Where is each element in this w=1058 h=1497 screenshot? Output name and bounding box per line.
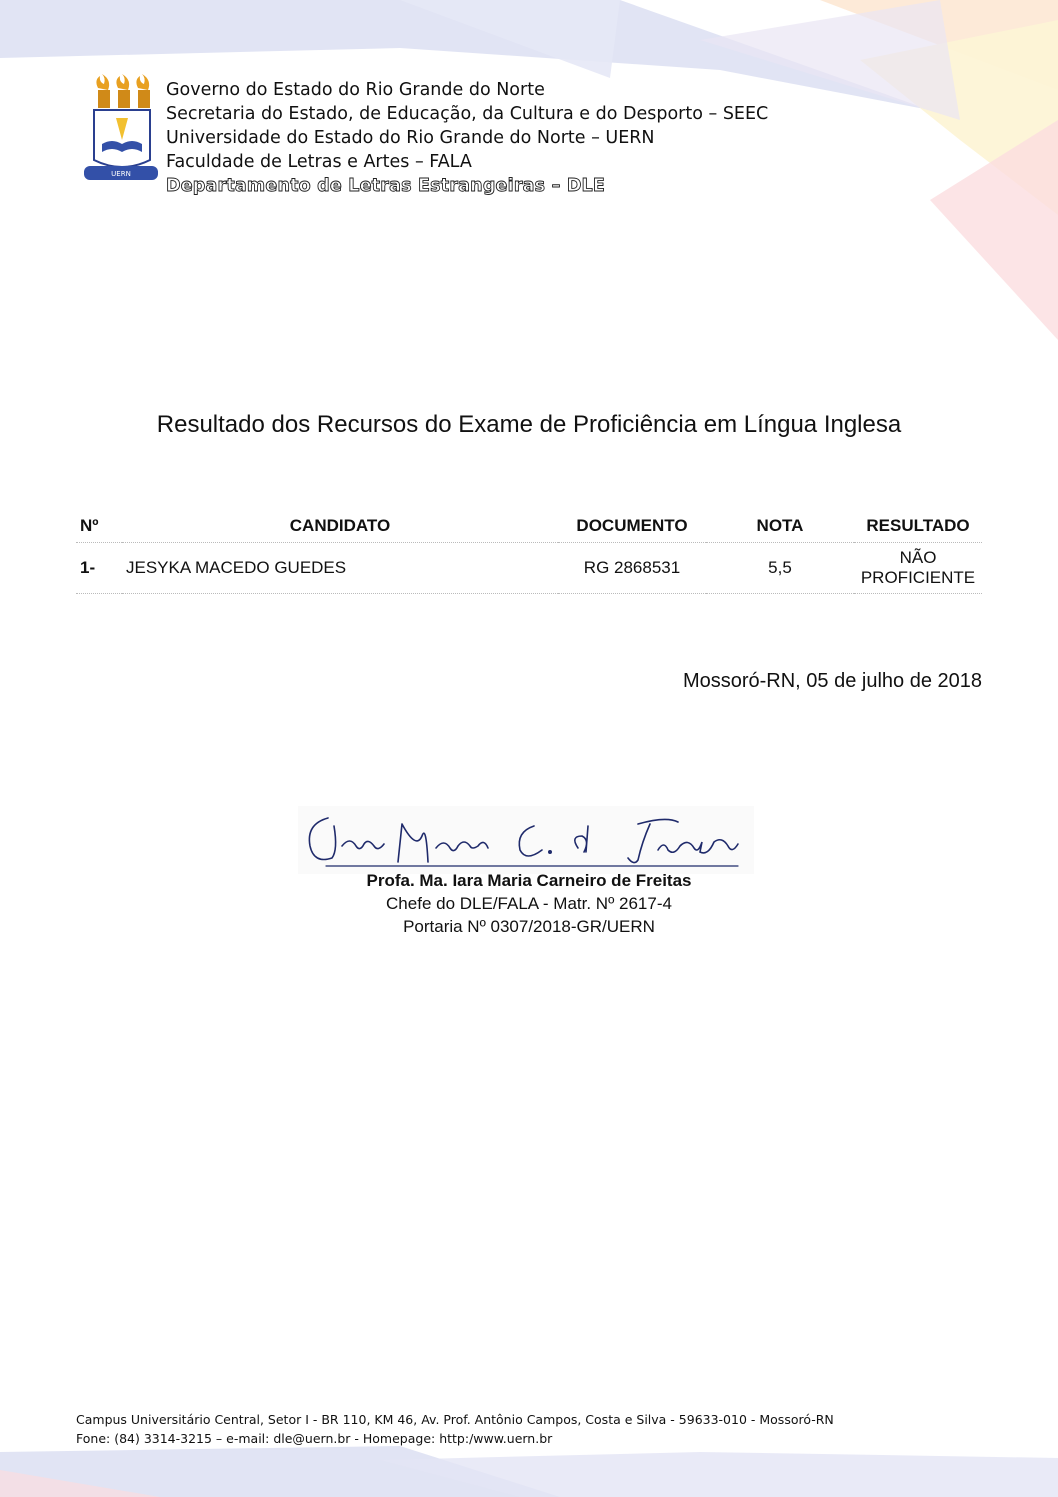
cell-nota: 5,5 xyxy=(706,543,854,594)
cell-documento: RG 2868531 xyxy=(558,543,706,594)
document-title: Resultado dos Recursos do Exame de Proficiência em Língua Inglesa xyxy=(156,411,902,438)
table-header-row xyxy=(76,512,982,543)
signatory-role: Chefe do DLE/FALA - Matr. Nº 2617-4 xyxy=(386,894,672,913)
header-line-universidade: Universidade do Estado do Rio Grande do Norte – UERN xyxy=(166,128,655,148)
column-header-candidato: CANDIDATO xyxy=(122,512,558,543)
cell-resultado: NÃO PROFICIENTE xyxy=(854,543,982,594)
date-line: Mossoró-RN, 05 de julho de 2018 xyxy=(682,670,982,692)
header-line-governo: Governo do Estado do Rio Grande do Norte xyxy=(166,80,545,100)
header-line-departamento: Departamento de Letras Estrangeiras – DLE xyxy=(166,176,606,196)
header-line-faculdade: Faculdade de Letras e Artes – FALA xyxy=(166,152,472,172)
institution-header xyxy=(166,78,768,198)
signature-block xyxy=(0,869,1058,938)
results-table xyxy=(76,512,982,594)
svg-text:UERN: UERN xyxy=(111,170,131,178)
handwritten-signature xyxy=(298,806,754,874)
column-header-documento: DOCUMENTO xyxy=(558,512,706,543)
cell-candidato: JESYKA MACEDO GUEDES xyxy=(122,543,558,594)
footer xyxy=(76,1410,834,1448)
column-header-nota: NOTA xyxy=(706,512,854,543)
signatory-portaria: Portaria Nº 0307/2018-GR/UERN xyxy=(403,917,655,936)
cell-number: 1- xyxy=(76,543,122,594)
table-row xyxy=(76,543,982,594)
column-header-number: Nº xyxy=(76,512,122,543)
footer-contact: Fone: (84) 3314-3215 – e-mail: dle@uern.br - Homepage: http:/www.uern.br xyxy=(76,1431,553,1446)
uern-logo xyxy=(80,74,162,190)
header-line-secretaria: Secretaria do Estado, de Educação, da Cultura e do Desporto – SEEC xyxy=(166,104,769,124)
signatory-name: Profa. Ma. Iara Maria Carneiro de Freitas xyxy=(366,871,692,890)
footer-address: Campus Universitário Central, Setor I - BR 110, KM 46, Av. Prof. Antônio Campos, Costa e Silva - 59633-010 - Mossoró-RN xyxy=(76,1412,834,1427)
torch-icon xyxy=(96,74,150,108)
column-header-resultado: RESULTADO xyxy=(854,512,982,543)
